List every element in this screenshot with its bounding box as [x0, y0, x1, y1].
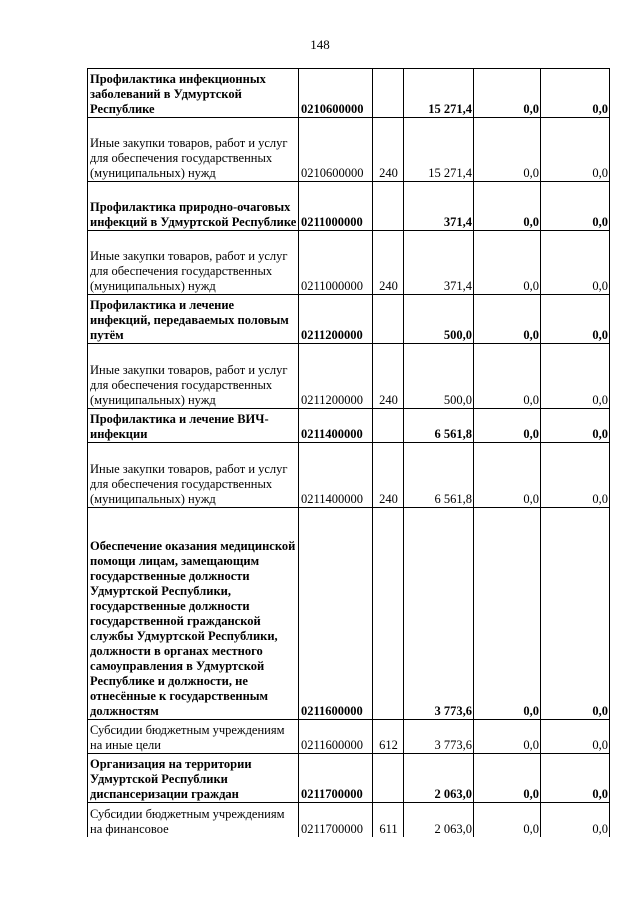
- row-amount-year3: 0,0: [541, 508, 610, 720]
- row-amount-year3: 0,0: [541, 69, 610, 118]
- row-amount-year1: 3 773,6: [404, 508, 474, 720]
- row-code: 0211400000: [299, 443, 373, 508]
- row-amount-year1: 500,0: [404, 295, 474, 344]
- row-amount-year2: 0,0: [474, 118, 541, 182]
- row-code: 0211600000: [299, 720, 373, 754]
- row-amount-year3: 0,0: [541, 231, 610, 295]
- row-amount-year2: 0,0: [474, 344, 541, 409]
- row-amount-year3: 0,0: [541, 443, 610, 508]
- row-expense-type: 240: [373, 443, 404, 508]
- table-row: [88, 295, 610, 344]
- row-amount-year3: 0,0: [541, 409, 610, 443]
- row-expense-type: [373, 69, 404, 118]
- row-expense-type: 240: [373, 231, 404, 295]
- row-amount-year3: 0,0: [541, 803, 610, 837]
- row-expense-type: 240: [373, 118, 404, 182]
- row-name: Иные закупки товаров, работ и услуг для обеспечения государственных (муниципальных) нужд: [88, 443, 299, 508]
- table-row: [88, 508, 610, 720]
- table-row: [88, 118, 610, 182]
- page-number: 148: [310, 37, 330, 52]
- row-code: 0211200000: [299, 295, 373, 344]
- row-code: 0211200000: [299, 344, 373, 409]
- row-name: Субсидии бюджетным учреждениям на финансовое: [88, 803, 299, 837]
- row-amount-year2: 0,0: [474, 720, 541, 754]
- row-amount-year3: 0,0: [541, 754, 610, 803]
- row-expense-type: [373, 508, 404, 720]
- row-amount-year1: 15 271,4: [404, 118, 474, 182]
- row-name: Иные закупки товаров, работ и услуг для обеспечения государственных (муниципальных) нужд: [88, 231, 299, 295]
- row-code: 0211000000: [299, 231, 373, 295]
- row-expense-type: [373, 295, 404, 344]
- row-amount-year2: 0,0: [474, 231, 541, 295]
- row-code: 0210600000: [299, 118, 373, 182]
- row-amount-year1: 2 063,0: [404, 754, 474, 803]
- row-amount-year2: 0,0: [474, 295, 541, 344]
- row-code: 0211600000: [299, 508, 373, 720]
- row-code: 0211400000: [299, 409, 373, 443]
- row-amount-year1: 15 271,4: [404, 69, 474, 118]
- row-amount-year2: 0,0: [474, 803, 541, 837]
- row-code: 0211000000: [299, 182, 373, 231]
- row-name: Профилактика и лечение ВИЧ-инфекции: [88, 409, 299, 443]
- table-row: [88, 409, 610, 443]
- row-amount-year3: 0,0: [541, 720, 610, 754]
- row-name: Профилактика инфекционных заболеваний в Удмуртской Республике: [88, 69, 299, 118]
- table-row: [88, 803, 610, 837]
- table-row: [88, 231, 610, 295]
- row-amount-year2: 0,0: [474, 69, 541, 118]
- row-amount-year1: 500,0: [404, 344, 474, 409]
- table-row: [88, 69, 610, 118]
- row-amount-year2: 0,0: [474, 182, 541, 231]
- row-amount-year2: 0,0: [474, 508, 541, 720]
- row-amount-year1: 3 773,6: [404, 720, 474, 754]
- table-row: [88, 720, 610, 754]
- row-amount-year1: 6 561,8: [404, 409, 474, 443]
- row-expense-type: [373, 754, 404, 803]
- budget-table: [87, 68, 610, 837]
- row-amount-year2: 0,0: [474, 409, 541, 443]
- table-row: [88, 443, 610, 508]
- table-row: [88, 754, 610, 803]
- row-expense-type: [373, 182, 404, 231]
- row-amount-year3: 0,0: [541, 344, 610, 409]
- row-name: Организация на территории Удмуртской Республики диспансеризации граждан: [88, 754, 299, 803]
- row-amount-year3: 0,0: [541, 118, 610, 182]
- row-amount-year3: 0,0: [541, 182, 610, 231]
- row-name: Профилактика и лечение инфекций, передаваемых половым путём: [88, 295, 299, 344]
- row-name: Иные закупки товаров, работ и услуг для обеспечения государственных (муниципальных) нужд: [88, 118, 299, 182]
- row-amount-year3: 0,0: [541, 295, 610, 344]
- row-name: Субсидии бюджетным учреждениям на иные цели: [88, 720, 299, 754]
- row-amount-year1: 371,4: [404, 182, 474, 231]
- row-name: Обеспечение оказания медицинской помощи лицам, замещающим государственные должности Удмуртской Республики, государственные должности государственной гражданской службы Удмуртской Республики, должности в органах местного самоуправления в Удмуртской Республике и должности, не отнесённые к государственным должностям: [88, 508, 299, 720]
- row-name: Иные закупки товаров, работ и услуг для обеспечения государственных (муниципальных) нужд: [88, 344, 299, 409]
- row-expense-type: 612: [373, 720, 404, 754]
- table-row: [88, 182, 610, 231]
- row-amount-year1: 2 063,0: [404, 803, 474, 837]
- row-amount-year1: 371,4: [404, 231, 474, 295]
- row-expense-type: 240: [373, 344, 404, 409]
- row-name: Профилактика природно-очаговых инфекций в Удмуртской Республике: [88, 182, 299, 231]
- row-amount-year1: 6 561,8: [404, 443, 474, 508]
- row-code: 0210600000: [299, 69, 373, 118]
- row-expense-type: 611: [373, 803, 404, 837]
- row-amount-year2: 0,0: [474, 754, 541, 803]
- row-code: 0211700000: [299, 803, 373, 837]
- table-row: [88, 344, 610, 409]
- row-code: 0211700000: [299, 754, 373, 803]
- row-expense-type: [373, 409, 404, 443]
- row-amount-year2: 0,0: [474, 443, 541, 508]
